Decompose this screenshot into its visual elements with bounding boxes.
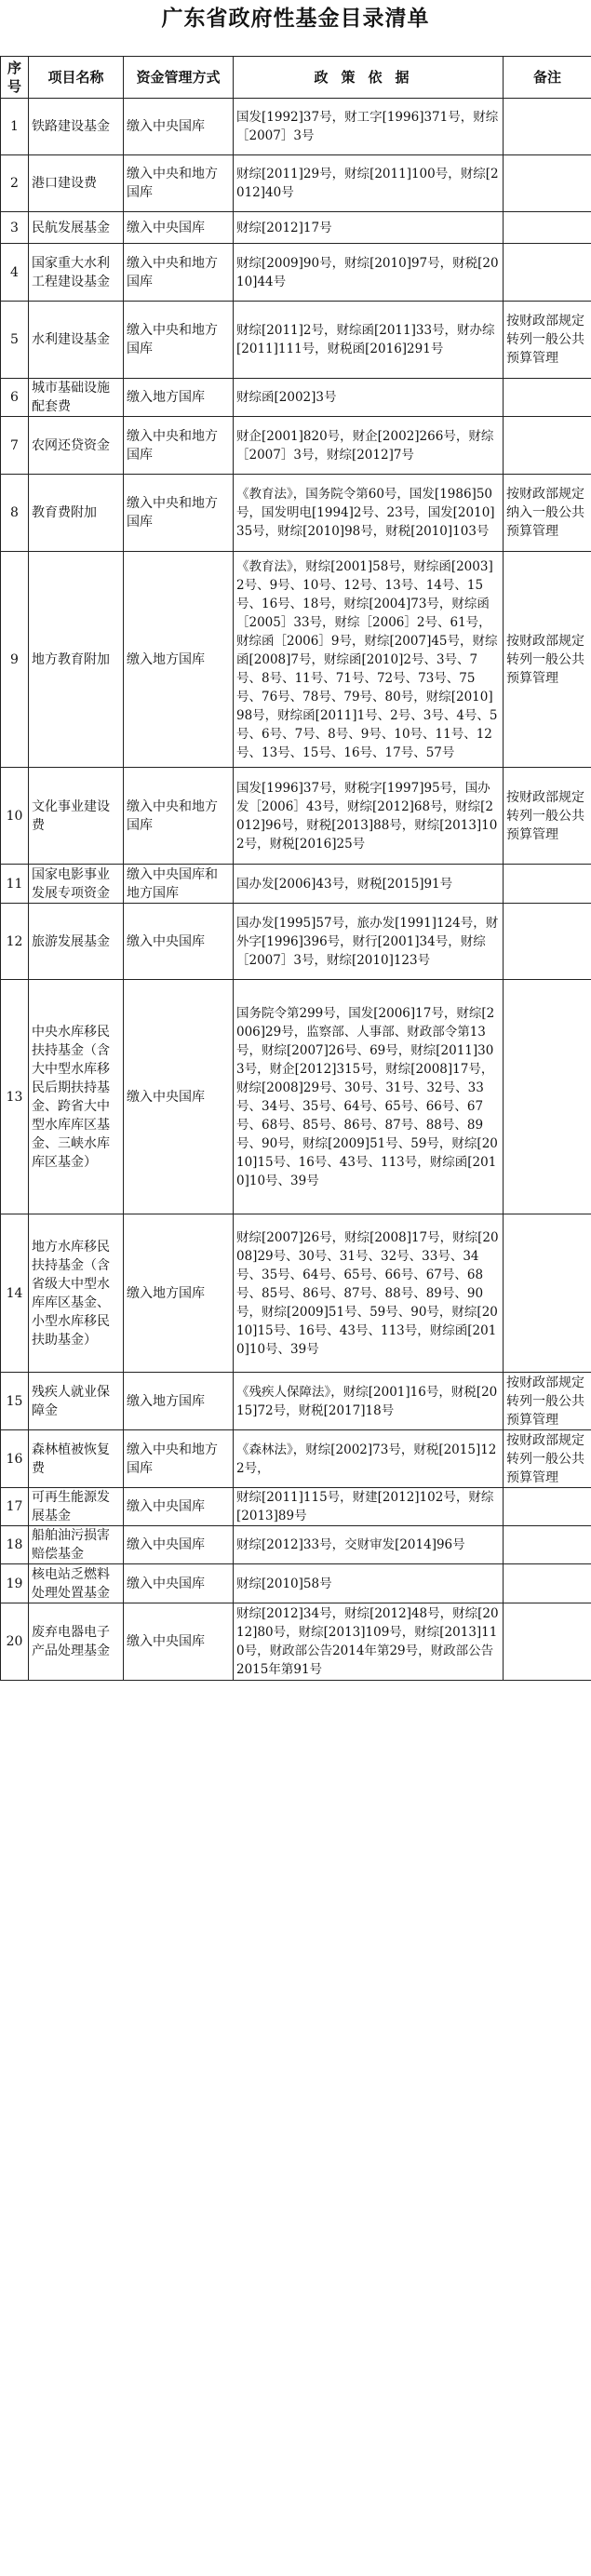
management-method: 缴入地方国库 [124, 379, 234, 417]
management-method: 缴入中央国库 [124, 980, 234, 1214]
table-row [1, 155, 591, 212]
row-number: 17 [1, 1488, 29, 1526]
item-name: 核电站乏燃料处理处置基金 [29, 1564, 124, 1603]
table-row [1, 417, 591, 475]
item-name: 中央水库移民扶持基金（含大中型水库移民后期扶持基金、跨省大中型水库库区基金、三峡水库库区基金） [29, 980, 124, 1214]
fund-table-wrapper [0, 56, 591, 1681]
item-name: 废弃电器电子产品处理基金 [29, 1603, 124, 1681]
policy-basis: 国办发[1995]57号，旅办发[1991]124号，财外字[1996]396号，财行[2001]34号，财综［2007］3号，财综[2010]123号 [234, 904, 504, 980]
remark [504, 155, 591, 212]
remark: 按财政部规定转列一般公共预算管理 [504, 552, 591, 768]
item-name: 船舶油污损害赔偿基金 [29, 1526, 124, 1564]
item-name: 教育费附加 [29, 475, 124, 552]
row-number: 15 [1, 1373, 29, 1430]
policy-basis: 《教育法》，财综[2001]58号，财综函[2003]2号、9号、10号、12号、13号、14号、15号、16号、18号，财综[2004]73号，财综函［2005］33号，财综［2006］2号、61号，财综函［2006］9号，财综[2007]45号，财综函[2008]7号，财综函[2010]2号、3号、7号、8号、11号、71号、72号、73号、75号、76号、78号、79号、80号，财综[2010]98号，财综函[2011]1号、2号、3号、4号、5号、6号、7号、8号、9号、10号、11号、12号、13号、15号、16号、17号、57号 [234, 552, 504, 768]
row-number: 12 [1, 904, 29, 980]
item-name: 水利建设基金 [29, 302, 124, 379]
management-method: 缴入中央和地方国库 [124, 768, 234, 865]
management-method: 缴入中央和地方国库 [124, 475, 234, 552]
table-row [1, 904, 591, 980]
management-method: 缴入中央和地方国库 [124, 417, 234, 475]
table-row [1, 1488, 591, 1526]
header-name: 项目名称 [29, 57, 124, 99]
table-row [1, 212, 591, 244]
policy-basis: 财综[2012]34号，财综[2012]48号，财综[2012]80号，财综[2013]109号，财综[2013]110号，财政部公告2014年第29号，财政部公告2015年第91号 [234, 1603, 504, 1681]
policy-basis: 《教育法》，国务院令第60号，国发[1986]50号，国发明电[1994]2号、23号，国发[2010]35号，财综[2010]98号，财税[2010]103号 [234, 475, 504, 552]
item-name: 国家电影事业发展专项资金 [29, 865, 124, 904]
remark: 按财政部规定纳入一般公共预算管理 [504, 475, 591, 552]
remark [504, 1214, 591, 1373]
policy-basis: 财综[2009]90号，财综[2010]97号，财税[2010]44号 [234, 244, 504, 302]
policy-basis: 财综[2011]115号，财建[2012]102号，财综[2013]89号 [234, 1488, 504, 1526]
policy-basis: 国办发[2006]43号，财税[2015]91号 [234, 865, 504, 904]
management-method: 缴入中央和地方国库 [124, 1430, 234, 1488]
table-row [1, 1603, 591, 1681]
table-row [1, 379, 591, 417]
row-number: 11 [1, 865, 29, 904]
remark [504, 1603, 591, 1681]
management-method: 缴入中央国库 [124, 212, 234, 244]
row-number: 2 [1, 155, 29, 212]
remark [504, 1488, 591, 1526]
header-row [1, 57, 591, 99]
item-name: 地方水库移民扶持基金（含省级大中型水库库区基金、小型水库移民扶助基金） [29, 1214, 124, 1373]
policy-basis: 财综函[2002]3号 [234, 379, 504, 417]
header-mgmt: 资金管理方式 [124, 57, 234, 99]
item-name: 残疾人就业保障金 [29, 1373, 124, 1430]
management-method: 缴入中央国库 [124, 904, 234, 980]
table-row [1, 1373, 591, 1430]
management-method: 缴入地方国库 [124, 1373, 234, 1430]
table-row [1, 244, 591, 302]
item-name: 国家重大水利工程建设基金 [29, 244, 124, 302]
policy-basis: 财综[2011]29号，财综[2011]100号，财综[2012]40号 [234, 155, 504, 212]
remark: 按财政部规定转列一般公共预算管理 [504, 302, 591, 379]
table-row [1, 865, 591, 904]
management-method: 缴入中央国库 [124, 1564, 234, 1603]
table-row [1, 475, 591, 552]
management-method: 缴入中央国库和地方国库 [124, 865, 234, 904]
header-basis: 政策依据 [234, 57, 504, 99]
remark [504, 244, 591, 302]
fund-table [0, 56, 591, 1681]
item-name: 地方教育附加 [29, 552, 124, 768]
table-row [1, 302, 591, 379]
item-name: 城市基础设施配套费 [29, 379, 124, 417]
management-method: 缴入中央国库 [124, 1488, 234, 1526]
item-name: 铁路建设基金 [29, 99, 124, 155]
table-row [1, 768, 591, 865]
row-number: 8 [1, 475, 29, 552]
page-title: 广东省政府性基金目录清单 [161, 6, 430, 31]
row-number: 3 [1, 212, 29, 244]
row-number: 18 [1, 1526, 29, 1564]
management-method: 缴入中央和地方国库 [124, 302, 234, 379]
management-method: 缴入中央和地方国库 [124, 155, 234, 212]
item-name: 森林植被恢复费 [29, 1430, 124, 1488]
policy-basis: 财综[2010]58号 [234, 1564, 504, 1603]
item-name: 港口建设费 [29, 155, 124, 212]
item-name: 民航发展基金 [29, 212, 124, 244]
management-method: 缴入中央国库 [124, 1526, 234, 1564]
remark: 按财政部规定转列一般公共预算管理 [504, 1373, 591, 1430]
row-number: 20 [1, 1603, 29, 1681]
policy-basis: 财综[2012]33号，交财审发[2014]96号 [234, 1526, 504, 1564]
remark: 按财政部规定转列一般公共预算管理 [504, 1430, 591, 1488]
remark [504, 980, 591, 1214]
row-number: 6 [1, 379, 29, 417]
policy-basis: 《森林法》，财综[2002]73号，财税[2015]122号， [234, 1430, 504, 1488]
remark [504, 904, 591, 980]
policy-basis: 国务院令第299号，国发[2006]17号，财综[2006]29号，监察部、人事部、财政部令第13号，财综[2007]26号、69号，财综[2011]303号，财企[2012]315号，财综[2008]17号，财综[2008]29号、30号、31号、32号、33号、34号、35号、64号、65号、66号、67号、68号、85号、86号、87号、88号、89号、90号，财综[2009]51号、59号，财综[2010]15号、16号、43号、113号，财综函[2010]10号、39号 [234, 980, 504, 1214]
row-number: 7 [1, 417, 29, 475]
row-number: 5 [1, 302, 29, 379]
remark: 按财政部规定转列一般公共预算管理 [504, 768, 591, 865]
table-row [1, 1214, 591, 1373]
remark [504, 212, 591, 244]
remark [504, 417, 591, 475]
remark [504, 1526, 591, 1564]
row-number: 19 [1, 1564, 29, 1603]
row-number: 1 [1, 99, 29, 155]
management-method: 缴入中央国库 [124, 99, 234, 155]
table-row [1, 99, 591, 155]
remark [504, 865, 591, 904]
policy-basis: 财企[2001]820号，财企[2002]266号，财综［2007］3号，财综[2012]7号 [234, 417, 504, 475]
header-no: 序号 [1, 57, 29, 99]
row-number: 10 [1, 768, 29, 865]
management-method: 缴入中央国库 [124, 1603, 234, 1681]
header-note: 备注 [504, 57, 591, 99]
management-method: 缴入地方国库 [124, 1214, 234, 1373]
policy-basis: 财综[2012]17号 [234, 212, 504, 244]
item-name: 农网还贷资金 [29, 417, 124, 475]
policy-basis: 国发[1996]37号，财税字[1997]95号，国办发［2006］43号，财综[2012]68号，财综[2012]96号，财税[2013]88号，财综[2013]102号，财税[2016]25号 [234, 768, 504, 865]
remark [504, 379, 591, 417]
table-row [1, 1564, 591, 1603]
table-row [1, 1526, 591, 1564]
row-number: 4 [1, 244, 29, 302]
row-number: 9 [1, 552, 29, 768]
policy-basis: 财综[2011]2号，财综函[2011]33号，财办综[2011]111号，财税函[2016]291号 [234, 302, 504, 379]
remark [504, 1564, 591, 1603]
management-method: 缴入中央和地方国库 [124, 244, 234, 302]
policy-basis: 《残疾人保障法》，财综[2001]16号，财税[2015]72号，财税[2017]18号 [234, 1373, 504, 1430]
item-name: 旅游发展基金 [29, 904, 124, 980]
policy-basis: 财综[2007]26号，财综[2008]17号，财综[2008]29号、30号、31号、32号、33号、34号、35号、64号、65号、66号、67号、68号、85号、86号、87号、88号、89号、90号，财综[2009]51号、59号、90号，财综[2010]15号、16号、43号、113号，财综函[2010]10号、39号 [234, 1214, 504, 1373]
item-name: 可再生能源发展基金 [29, 1488, 124, 1526]
row-number: 14 [1, 1214, 29, 1373]
table-body [1, 99, 591, 1681]
row-number: 13 [1, 980, 29, 1214]
item-name: 文化事业建设费 [29, 768, 124, 865]
management-method: 缴入地方国库 [124, 552, 234, 768]
remark [504, 99, 591, 155]
policy-basis: 国发[1992]37号，财工字[1996]371号，财综［2007］3号 [234, 99, 504, 155]
table-row [1, 1430, 591, 1488]
row-number: 16 [1, 1430, 29, 1488]
table-row [1, 552, 591, 768]
table-row [1, 980, 591, 1214]
